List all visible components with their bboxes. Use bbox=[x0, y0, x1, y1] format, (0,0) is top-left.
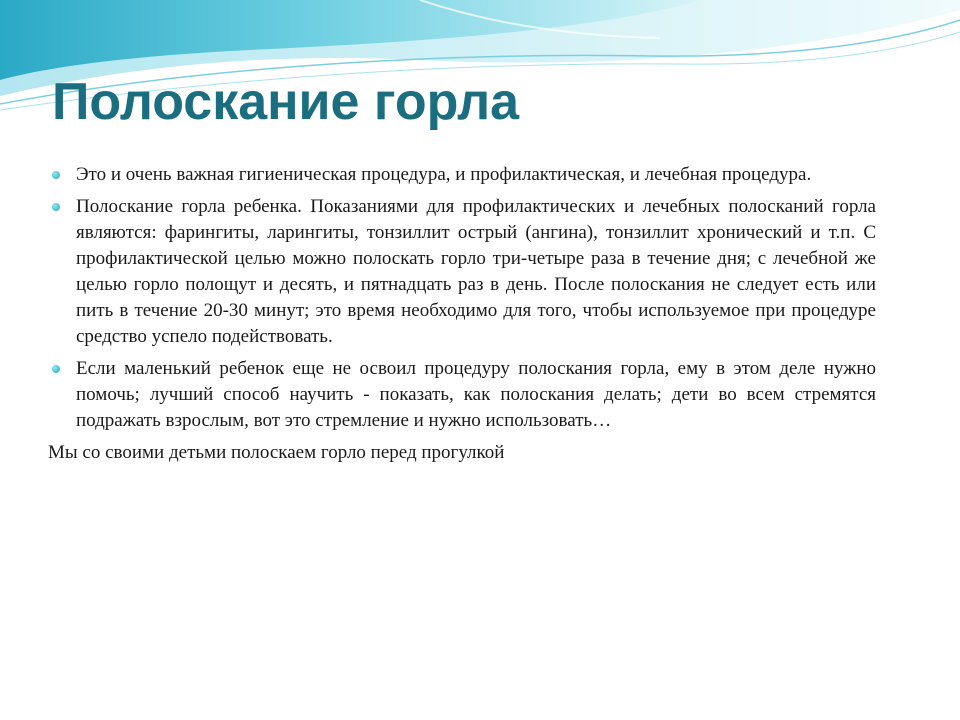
bullet-dot-icon bbox=[52, 365, 60, 373]
bullet-dot-icon bbox=[52, 203, 60, 211]
bullet-item bbox=[48, 356, 876, 434]
slide-content bbox=[48, 162, 876, 466]
footer-paragraph: Мы со своими детьми полоскаем горло перед прогулкой bbox=[48, 442, 505, 463]
bullet-item bbox=[48, 194, 876, 350]
bullet-item bbox=[48, 162, 876, 188]
bullet-dot-icon bbox=[52, 171, 60, 179]
bullet-text: Полоскание горла ребенка. Показаниями для профилактических и лечебных полосканий горла являются: фарингиты, ларингиты, тонзиллит острый (ангина), тонзиллит хронический и т.п. С профилактической целью можно полоскать горло три-четыре раза в течение дня; с лечебной же целью горло полощут и десять, и пятнадцать раз в день. После полоскания не следует есть или пить в течение 20-30 минут; это время необходимо для того, чтобы используемое при процедуре средство успело подействовать. bbox=[76, 196, 876, 347]
bullet-text: Если маленький ребенок еще не освоил процедуру полоскания горла, ему в этом деле нужно помочь; лучший способ научить - показать, как полоскания делать; дети во всем стремятся подражать взрослым, вот это стремление и нужно использовать… bbox=[76, 358, 876, 431]
bullet-list bbox=[48, 162, 876, 434]
slide-title: Полоскание горла bbox=[52, 73, 520, 131]
bullet-text: Это и очень важная гигиеническая процедура, и профилактическая, и лечебная процедура. bbox=[76, 164, 812, 185]
